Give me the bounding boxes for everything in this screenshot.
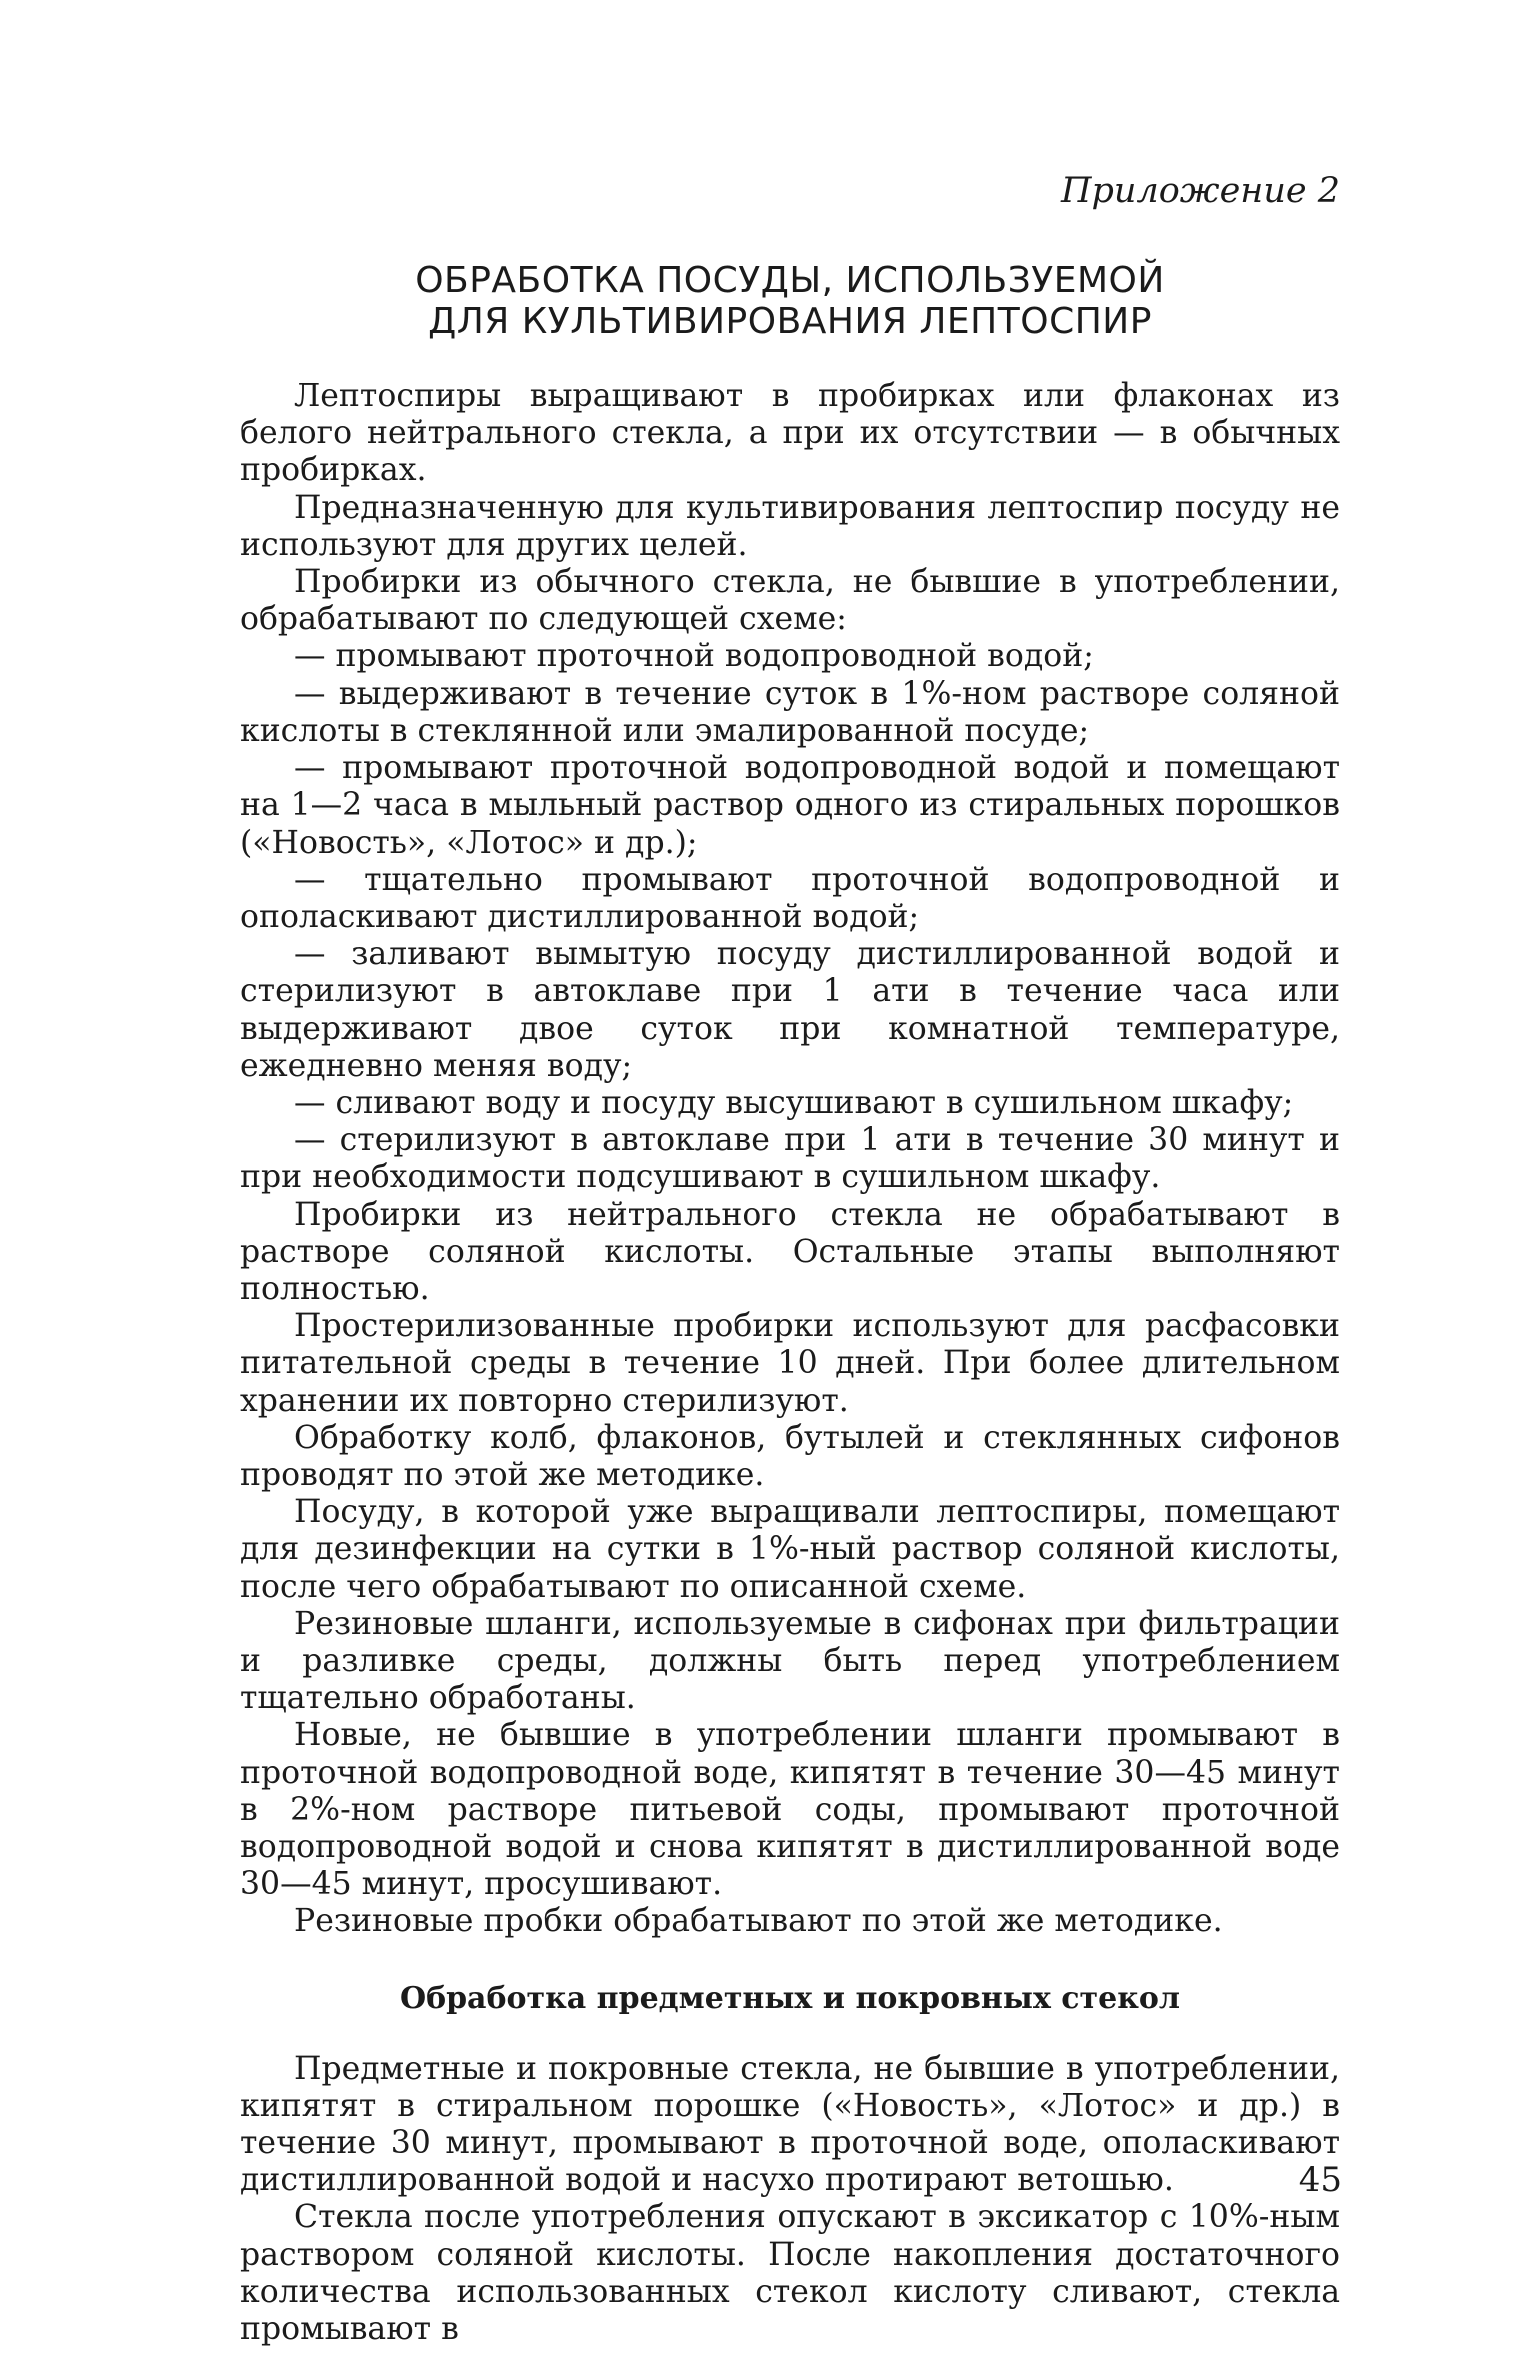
list-item: — промывают проточной водопроводной водой; xyxy=(294,638,1094,675)
list-item: — тщательно промывают проточной водопроводной и ополаскивают дистиллированной водой; xyxy=(240,861,1340,935)
paragraph: Резиновые пробки обрабатывают по этой же методике. xyxy=(294,1903,1223,1940)
paragraph: Обработку колб, флаконов, бутылей и стеклянных сифонов проводят по этой же методике. xyxy=(240,1419,1340,1493)
list-item: — промывают проточной водопроводной водой и помещают на 1—2 часа в мыльный раствор одного из стиральных порошков («Новость», «Лотос» и др.); xyxy=(240,750,1340,861)
paragraph: Резиновые шланги, используемые в сифонах при фильтрации и разливке среды, должны быть перед употреблением тщательно обработаны. xyxy=(240,1605,1340,1717)
paragraph: Новые, не бывшие в употреблении шланги промывают в проточной водопроводной воде, кипятят в течение 30—45 минут в 2%-ном растворе питьевой соды, промывают проточной водопроводной водой и снова кипятят в дистиллированной воде 30—45 минут, просушивают. xyxy=(240,1717,1340,1903)
appendix-label: Приложение 2 xyxy=(1060,171,1340,211)
paragraph: Лептоспиры выращивают в пробирках или флаконах из белого нейтрального стекла, а при их отсутствии — в обычных пробирках. xyxy=(240,378,1340,489)
paragraph: Пробирки из нейтрального стекла не обрабатывают в растворе соляной кислоты. Остальные этапы выполняют полностью. xyxy=(240,1196,1340,1307)
paragraph: Предметные и покровные стекла, не бывшие в употреблении, кипятят в стиральном порошке («Новость», «Лотос» и др.) в течение 30 минут, промывают в проточной воде, ополаскивают дистиллированной водой и насухо протирают ветошью. xyxy=(240,2050,1340,2199)
title-line: ОБРАБОТКА ПОСУДЫ, ИСПОЛЬЗУЕМОЙ xyxy=(415,260,1165,301)
list-item: — выдерживают в течение суток в 1%-ном растворе соляной кислоты в стеклянной или эмалированной посуде; xyxy=(240,675,1340,749)
paragraph: Стекла после употребления опускают в эксикатор с 10%-ным раствором соляной кислоты. После накопления достаточного количества использованных стекол кислоту сливают, стекла промывают в xyxy=(240,2199,1340,2348)
list-item: — стерилизуют в автоклаве при 1 ати в течение 30 минут и при необходимости подсушивают в сушильном шкафу. xyxy=(240,1122,1340,1196)
paragraph: Предназначенную для культивирования лептоспир посуду не используют для других целей. xyxy=(240,489,1340,563)
page-title xyxy=(240,260,1340,342)
list-item: — сливают воду и посуду высушивают в сушильном шкафу; xyxy=(294,1084,1294,1121)
page-content xyxy=(240,170,1340,2348)
paragraph: Пробирки из обычного стекла, не бывшие в употреблении, обрабатывают по следующей схеме: xyxy=(240,564,1340,638)
page-number: 45 xyxy=(1298,2160,1342,2200)
section-slides xyxy=(240,2051,1340,2349)
section-subheading: Обработка предметных и покровных стекол xyxy=(399,1980,1181,2016)
title-line: ДЛЯ КУЛЬТИВИРОВАНИЯ ЛЕПТОСПИР xyxy=(428,301,1152,343)
paragraph: Посуду, в которой уже выращивали лептоспиры, помещают для дезинфекции на сутки в 1%-ный раствор соляной кислоты, после чего обрабатывают по описанной схеме. xyxy=(240,1494,1340,1605)
list-item: — заливают вымытую посуду дистиллированной водой и стерилизуют в автоклаве при 1 ати в течение часа или выдерживают двое суток при комнатной температуре, ежедневно меняя воду; xyxy=(240,936,1340,1084)
section-glassware xyxy=(240,378,1340,1941)
paragraph: Простерилизованные пробирки используют для расфасовки питательной среды в течение 10 дней. При более длительном хранении их повторно стерилизуют. xyxy=(240,1308,1340,1419)
